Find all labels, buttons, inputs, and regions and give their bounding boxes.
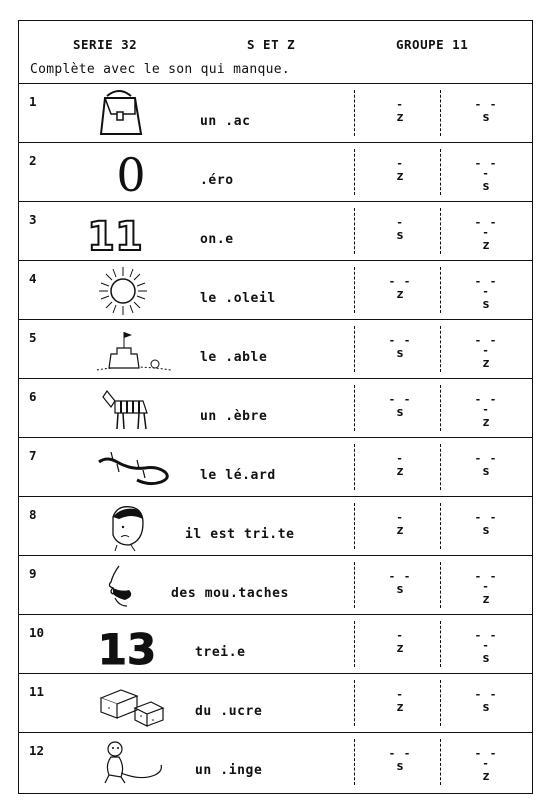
sugar-cubes-icon bbox=[91, 678, 179, 728]
row-number: 12 bbox=[29, 743, 45, 758]
exercise-row bbox=[19, 437, 532, 497]
row-number: 7 bbox=[29, 448, 37, 463]
zero-number bbox=[91, 147, 179, 202]
dashed-divider bbox=[354, 444, 355, 490]
row-number: 4 bbox=[29, 271, 37, 286]
dashed-divider bbox=[354, 503, 355, 549]
word-with-gap: il est tri.te bbox=[185, 527, 295, 542]
exercise-row bbox=[19, 555, 532, 615]
choice-b[interactable]: - - - z bbox=[474, 393, 498, 429]
dashed-divider bbox=[440, 503, 441, 549]
sound-label: S ET Z bbox=[247, 37, 296, 52]
choice-b[interactable]: - - s bbox=[474, 688, 498, 714]
dashed-divider bbox=[440, 326, 441, 372]
zebra-icon bbox=[91, 383, 179, 433]
exercise-row bbox=[19, 142, 532, 202]
dashed-divider bbox=[354, 739, 355, 785]
choice-b[interactable]: - - s bbox=[474, 452, 498, 478]
choice-a[interactable]: - z bbox=[396, 688, 404, 714]
eleven-number bbox=[87, 206, 179, 260]
choice-a[interactable]: - z bbox=[396, 452, 404, 478]
lizard-icon bbox=[91, 442, 179, 492]
dashed-divider bbox=[440, 149, 441, 195]
word-with-gap: des mou.taches bbox=[171, 586, 289, 601]
word-with-gap: un .inge bbox=[195, 763, 263, 778]
row-number: 2 bbox=[29, 153, 37, 168]
choice-b[interactable]: - - - z bbox=[474, 216, 498, 252]
row-number: 9 bbox=[29, 566, 37, 581]
choice-a[interactable]: - z bbox=[396, 511, 404, 537]
sandcastle-icon bbox=[91, 324, 179, 374]
monkey-icon bbox=[91, 737, 179, 787]
row-number: 10 bbox=[29, 625, 45, 640]
dashed-divider bbox=[354, 149, 355, 195]
bag-icon bbox=[91, 88, 179, 138]
row-number: 8 bbox=[29, 507, 37, 522]
moustache-icon bbox=[91, 560, 179, 610]
choice-b[interactable]: - - - s bbox=[474, 275, 498, 311]
dashed-divider bbox=[440, 562, 441, 608]
dashed-divider bbox=[440, 385, 441, 431]
dashed-divider bbox=[440, 621, 441, 667]
series-label: SERIE 32 bbox=[73, 37, 138, 52]
thirteen-number bbox=[91, 619, 179, 674]
choice-a[interactable]: - z bbox=[396, 629, 404, 655]
word-with-gap: le .oleil bbox=[200, 291, 276, 306]
choice-b[interactable]: - - - s bbox=[474, 157, 498, 193]
word-with-gap: un .ac bbox=[200, 114, 251, 129]
dashed-divider bbox=[354, 621, 355, 667]
choice-a[interactable]: - z bbox=[396, 98, 404, 124]
svg-text:13: 13 bbox=[97, 625, 157, 674]
word-with-gap: un .èbre bbox=[200, 409, 268, 424]
exercise-row bbox=[19, 673, 532, 733]
exercise-row bbox=[19, 83, 532, 143]
row-number: 5 bbox=[29, 330, 37, 345]
word-with-gap: .éro bbox=[200, 173, 234, 188]
dashed-divider bbox=[354, 562, 355, 608]
choice-a[interactable]: - - s bbox=[388, 570, 412, 596]
dashed-divider bbox=[440, 208, 441, 254]
choice-b[interactable]: - - s bbox=[474, 511, 498, 537]
dashed-divider bbox=[354, 385, 355, 431]
word-with-gap: on.e bbox=[200, 232, 234, 247]
exercise-row bbox=[19, 378, 532, 438]
row-number: 11 bbox=[29, 684, 45, 699]
choice-b[interactable]: - - - s bbox=[474, 629, 498, 665]
dashed-divider bbox=[440, 680, 441, 726]
choice-b[interactable]: - - s bbox=[474, 98, 498, 124]
sun-icon bbox=[91, 265, 179, 315]
svg-text:0: 0 bbox=[116, 148, 146, 202]
dashed-divider bbox=[354, 267, 355, 313]
dashed-divider bbox=[440, 267, 441, 313]
choice-a[interactable]: - z bbox=[396, 157, 404, 183]
exercise-row bbox=[19, 732, 532, 792]
exercise-row bbox=[19, 201, 532, 261]
dashed-divider bbox=[440, 444, 441, 490]
choice-a[interactable]: - - s bbox=[388, 393, 412, 419]
worksheet-header bbox=[19, 21, 532, 84]
choice-b[interactable]: - - - z bbox=[474, 334, 498, 370]
sad-boy-icon bbox=[91, 501, 179, 551]
row-number: 1 bbox=[29, 94, 37, 109]
exercise-row bbox=[19, 319, 532, 379]
dashed-divider bbox=[354, 208, 355, 254]
row-number: 3 bbox=[29, 212, 37, 227]
word-with-gap: trei.e bbox=[195, 645, 246, 660]
choice-b[interactable]: - - - z bbox=[474, 570, 498, 606]
word-with-gap: le .able bbox=[200, 350, 268, 365]
svg-text:11: 11 bbox=[87, 214, 143, 260]
choice-b[interactable]: - - - z bbox=[474, 747, 498, 783]
choice-a[interactable]: - - s bbox=[388, 334, 412, 360]
choice-a[interactable]: - s bbox=[396, 216, 404, 242]
exercise-row bbox=[19, 496, 532, 556]
dashed-divider bbox=[354, 90, 355, 136]
exercise-row bbox=[19, 260, 532, 320]
word-with-gap: le lé.ard bbox=[200, 468, 276, 483]
exercise-row bbox=[19, 614, 532, 674]
worksheet bbox=[18, 20, 533, 794]
dashed-divider bbox=[354, 326, 355, 372]
instruction-text: Complète avec le son qui manque. bbox=[30, 62, 291, 77]
row-number: 6 bbox=[29, 389, 37, 404]
word-with-gap: du .ucre bbox=[195, 704, 263, 719]
choice-a[interactable]: - - s bbox=[388, 747, 412, 773]
dashed-divider bbox=[354, 680, 355, 726]
group-label: GROUPE 11 bbox=[396, 37, 469, 52]
dashed-divider bbox=[440, 90, 441, 136]
choice-a[interactable]: - - z bbox=[388, 275, 412, 301]
dashed-divider bbox=[440, 739, 441, 785]
